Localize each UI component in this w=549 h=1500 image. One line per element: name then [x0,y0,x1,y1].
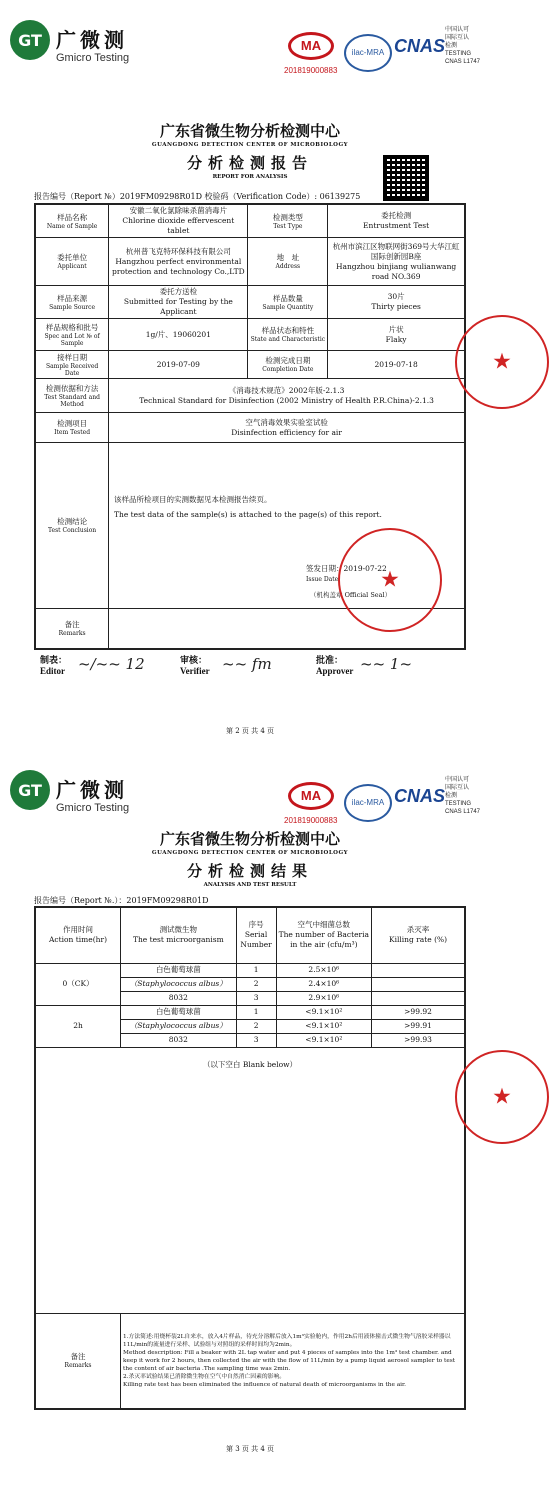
table-row: （Staphylococcus albus） 2 2.4×10⁶ [35,977,465,991]
table-row: 8032 3 <9.1×10² >99.93 [35,1033,465,1047]
issue-date: 签发日期：2019-07-22 [306,564,387,573]
cma-number: 201819000883 [284,816,338,825]
conclusion-text-cn: 该样品所检项目的实测数据见本检测报告续页。 [114,495,272,504]
report-title-en: REPORT FOR ANALYSIS [212,174,288,180]
gmicro-logo-icon: GT [10,770,50,810]
editor-signature-icon: ~/~~ 12 [78,655,145,673]
side-seal-stamp-icon: ★ [455,315,549,409]
cma-logo-icon: MA [288,782,334,810]
brand-name-cn: 广微测 [56,778,128,802]
verifier-signature-icon: ~~ fm [222,655,272,673]
conclusion-text-en: The test data of the sample(s) is attached to the page(s) of this report. [114,510,382,519]
result-title-cn: 分析检测结果 [186,862,313,880]
brand-name-en: Gmicro Testing [56,802,130,814]
brand-name-en: Gmicro Testing [56,52,130,64]
qr-code-icon [383,155,429,201]
center-title-en: GUANGDONG DETECTION CENTER OF MICROBIOLOGY [151,142,349,148]
center-title-cn: 广东省微生物分析检测中心 [159,830,340,848]
cnas-accreditation-text: 中国认可 国际互认 检测 TESTING CNAS L1747 [445,777,481,815]
table-row: （Staphylococcus albus） 2 <9.1×10² >99.91 [35,1019,465,1033]
report-page-2 [0,750,512,1500]
table-row: 2h 白色葡萄球菌 1 <9.1×10² >99.92 [35,1005,465,1019]
report-reference-line: 报告编号（Report №）2019FM09298R01D 校验码（Verification Code）: 06139275 [34,192,361,201]
center-title-en: GUANGDONG DETECTION CENTER OF MICROBIOLOGY [151,850,349,856]
official-seal-stamp-icon: ★ [338,528,442,632]
ilac-mra-logo-icon: ilac-MRA [344,784,392,822]
results-table: 作用时间 Action time(hr) 测试微生物 The test microorganism 序号 Serial Number 空气中细菌总数 The number of Bacteria in the air (cfu/m³) 杀灭率 Killing rate (%) 0（CK） 白色葡萄球菌 1 2.5×10⁶ （Staphylococcus albus） 2 2.4×10⁶ 8032 3 2.9×10⁶ 2h 白色葡萄球菌 1 <9.1×10² >99.92 （Staphylococcus albus） 2 <9.1×10² >99.91 8032 3 <9.1×10² >99.93 （以下空白 Blank below） 备注 Remarks 1.方法简述:用烧杯装2L自来水，放入4片样品，待充分溶解后放入1m³实验舱内，作用2h后用液体撞击式微生物气溶胶采样器以11L/min的流量进行采样、试验组与对照组的采样时间均为2min。 Method description: Fill a beaker with 2L tap water and put 4 pieces of samples into the 1m³ test chamber. and keep it work for 2 hours, then collected the air with the flow of 11L/min by a pump liquid aerosol sampler to test the content of air bacteria .The sampling time was 2min. 2.杀灭率试验结果已消除微生物在空气中自然消亡因素的影响。 Killing rate test has been eliminated the influence of natural death of microorganisms in the air. [34,906,466,1410]
side-seal-stamp-icon: ★ [455,1050,549,1144]
cma-logo-icon: MA [288,32,334,60]
cnas-logo-icon: CNAS [394,36,446,56]
report-page-1 [0,0,512,750]
table-row: 0（CK） 白色葡萄球菌 1 2.5×10⁶ [35,963,465,977]
official-seal-label: （机构盖章 Official Seal） [310,591,392,599]
report-title-cn: 分析检测报告 [186,154,313,172]
issue-date-en: Issue Date [306,576,339,583]
editor-label: 制表： Editor [40,656,68,676]
report-info-table: 样品名称 Name of Sample 安徽二氧化氯除味杀菌消毒片 Chlorine dioxide effervescent tablet 检测类型 Test Type 委托检测 Entrustment Test 委托单位 Applicant 杭州普飞克特环保科技有限公司 Hangzhou perfect environmental protection and technology Co.,LTD 地 址 Address 杭州市滨江区物联网街369号大华江虹国际创新园B座 Hangzhou binjiang wulianwang road NO.369 样品来源 Sample Source 委托方送检 Submitted for Testing by the Applicant 样品数量 Sample Quantity 30片 Thirty pieces 样品规格和批号 Spec and Lot № of Sample 1g/片、19060201 样品状态和特性 State and Characteristic 片状 Flaky 接样日期 Sample Received Date 2019-07-09 检测完成日期 Completion Date 2019-07-18 检测依据和方法 Test Standard and Method 《消毒技术规范》2002年版-2.1.3 Technical Standard for Disinfection (2002 Ministry of Health P.R.China)-2.1.3 检测项目 Item Tested 空气消毒效果实验室试验 Disinfection efficiency for air 检测结论 Test Conclusion 备注 Remarks [34,203,466,650]
table-row: 8032 3 2.9×10⁶ [35,991,465,1005]
cma-number: 201819000883 [284,66,338,75]
remarks-text: 1.方法简述:用烧杯装2L自来水，放入4片样品，待充分溶解后放入1m³实验舱内，作用2h后用液体撞击式微生物气溶胶采样器以11L/min的流量进行采样、试验组与对照组的采样时间均为2min。 Method description: Fill a beaker with 2L tap water and put 4 pieces of samples into the 1m³ test chamber. and keep it work for 2 hours, then collected the air with the flow of 11L/min by a pump liquid aerosol sampler to test the content of air bacteria .The sampling time was 2min. 2.杀灭率试验结果已消除微生物在空气中自然消亡因素的影响。 Killing rate test has been eliminated the influence of natural death of microorganisms in the air. [121,1313,465,1409]
report-reference-line: 报告编号（Report №.）：2019FM09298R01D [34,896,209,905]
blank-below-note: （以下空白 Blank below） [35,1047,465,1313]
verifier-label: 审核： Verifier [180,656,210,676]
result-title-en: ANALYSIS AND TEST RESULT [203,882,297,888]
ilac-mra-logo-icon: ilac-MRA [344,34,392,72]
gmicro-logo-icon: GT [10,20,50,60]
brand-name-cn: 广微测 [56,28,128,52]
center-title-cn: 广东省微生物分析检测中心 [159,122,340,140]
page-number: 第 3 页 共 4 页 [225,1445,275,1453]
cnas-accreditation-text: 中国认可 国际互认 检测 TESTING CNAS L1747 [445,27,481,65]
cnas-logo-icon: CNAS [394,786,446,806]
page-number: 第 2 页 共 4 页 [225,727,275,735]
approver-signature-icon: ~~ 1~ [360,655,413,673]
approver-label: 批准： Approver [316,656,354,676]
